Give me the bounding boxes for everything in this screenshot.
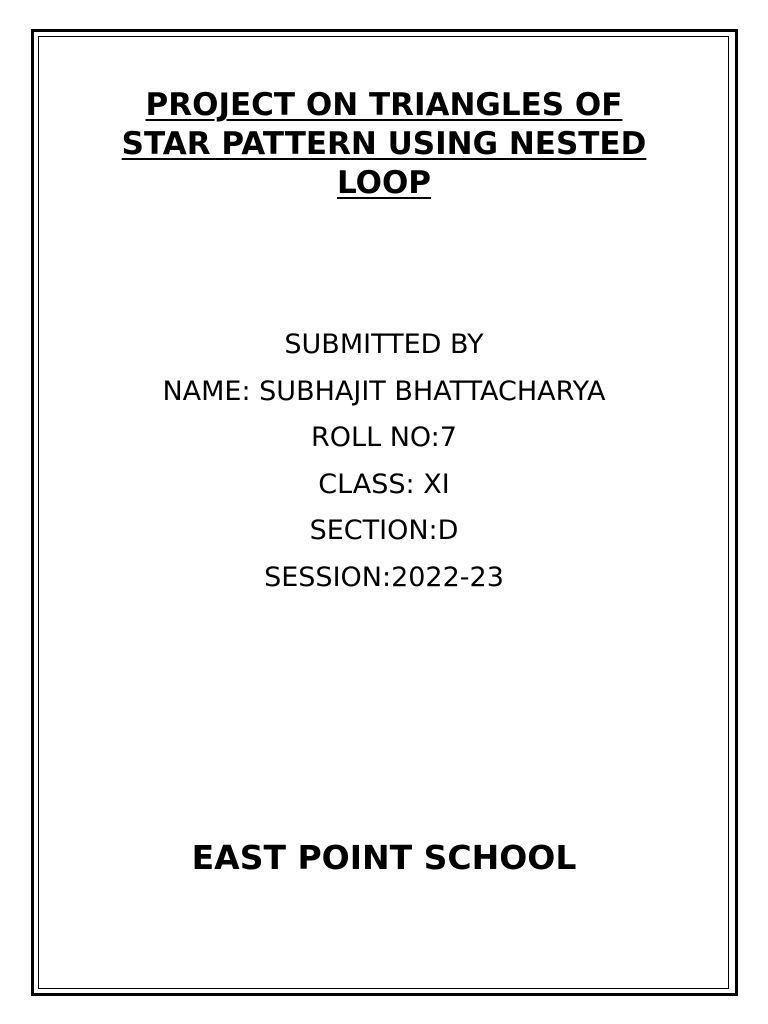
roll-number: ROLL NO:7 [311,422,457,453]
school-name: EAST POINT SCHOOL [191,838,577,877]
submitted-by-heading: SUBMITTED BY [284,329,484,360]
submission-details [60,322,708,601]
section-label: SECTION:D [309,515,459,546]
class-label: CLASS: XI [318,468,450,500]
session-label: SESSION:2022-23 [264,561,504,593]
project-title-line-2: STAR PATTERN USING NESTED [121,126,647,162]
project-title-line-3: LOOP [336,165,432,201]
project-title [60,86,708,203]
student-name: NAME: SUBHAJIT BHATTACHARYA [162,375,606,407]
project-title-line-1: PROJECT ON TRIANGLES OF [145,87,623,123]
